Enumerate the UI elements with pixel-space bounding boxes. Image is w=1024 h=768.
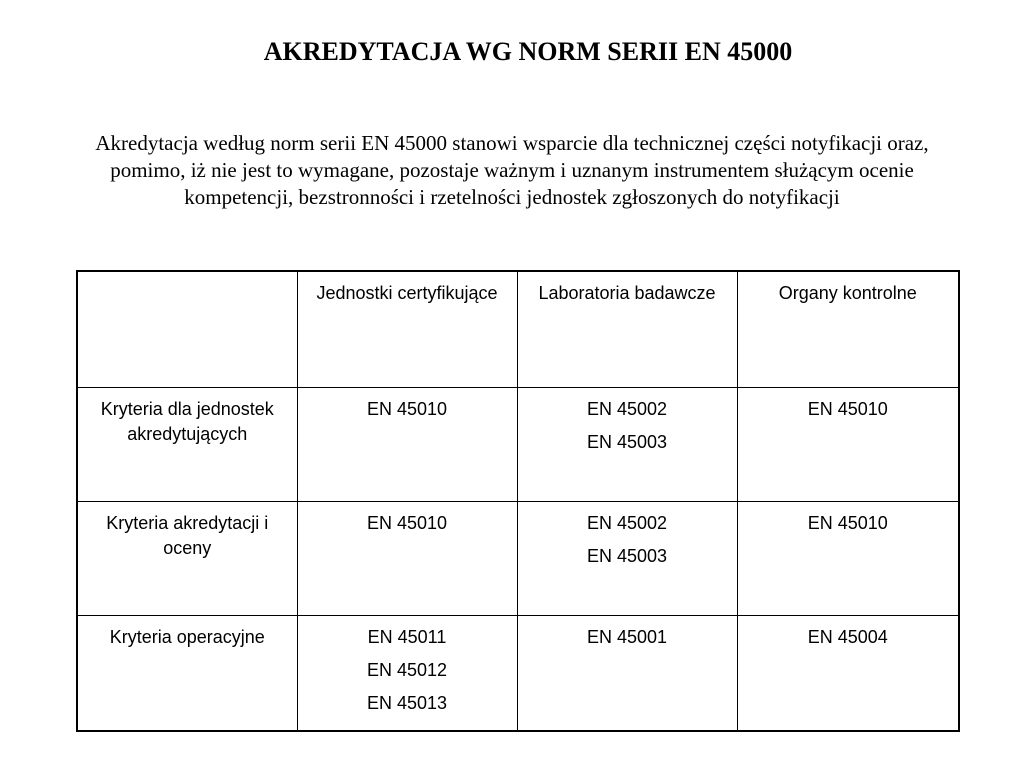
table-row bbox=[77, 615, 959, 731]
table-cell bbox=[737, 387, 959, 501]
table-cell bbox=[297, 387, 517, 501]
table-cell bbox=[297, 615, 517, 731]
standard-code: EN 45010 bbox=[366, 512, 448, 533]
row-label: Kryteria akredytacji i oceny bbox=[77, 501, 297, 615]
header-cell-certification-bodies: Jednostki certyfikujące bbox=[297, 271, 517, 387]
standard-code: EN 45002 bbox=[586, 398, 668, 419]
table-row bbox=[77, 387, 959, 501]
header-cell-testing-laboratories: Laboratoria badawcze bbox=[517, 271, 737, 387]
header-cell-inspection-bodies: Organy kontrolne bbox=[737, 271, 959, 387]
standard-code: EN 45010 bbox=[807, 512, 888, 533]
table-cell bbox=[297, 501, 517, 615]
table-cell bbox=[517, 501, 737, 615]
table-cell bbox=[517, 387, 737, 501]
table-row bbox=[77, 501, 959, 615]
standard-code: EN 45003 bbox=[586, 431, 668, 452]
standard-code: EN 45013 bbox=[366, 692, 448, 713]
standard-code: EN 45010 bbox=[366, 398, 448, 419]
standard-code: EN 45011 bbox=[367, 626, 447, 647]
intro-paragraph: Akredytacja według norm serii EN 45000 stanowi wsparcie dla technicznej części notyfikacji oraz, pomimo, iż nie jest to wymagane, pozostaje ważnym i uznanym instrumentem służącym ocenie kompetencji, bezstronności i rzetelności jednostek zgłoszonych do notyfikacji bbox=[95, 131, 929, 209]
standard-code: EN 45004 bbox=[807, 626, 888, 647]
table-cell bbox=[737, 501, 959, 615]
accreditation-table bbox=[76, 270, 960, 732]
table-header-row bbox=[77, 271, 959, 387]
standard-code: EN 45012 bbox=[366, 659, 448, 680]
row-label: Kryteria operacyjne bbox=[77, 615, 297, 731]
row-label: Kryteria dla jednostek akredytujących bbox=[77, 387, 297, 501]
standard-code: EN 45010 bbox=[807, 398, 888, 419]
standard-code: EN 45001 bbox=[586, 626, 668, 647]
table-cell bbox=[737, 615, 959, 731]
standard-code: EN 45002 bbox=[586, 512, 668, 533]
page-title: AKREDYTACJA WG NORM SERII EN 45000 bbox=[263, 37, 793, 66]
table-cell bbox=[517, 615, 737, 731]
standard-code: EN 45003 bbox=[586, 545, 668, 566]
header-cell-empty bbox=[77, 271, 297, 387]
